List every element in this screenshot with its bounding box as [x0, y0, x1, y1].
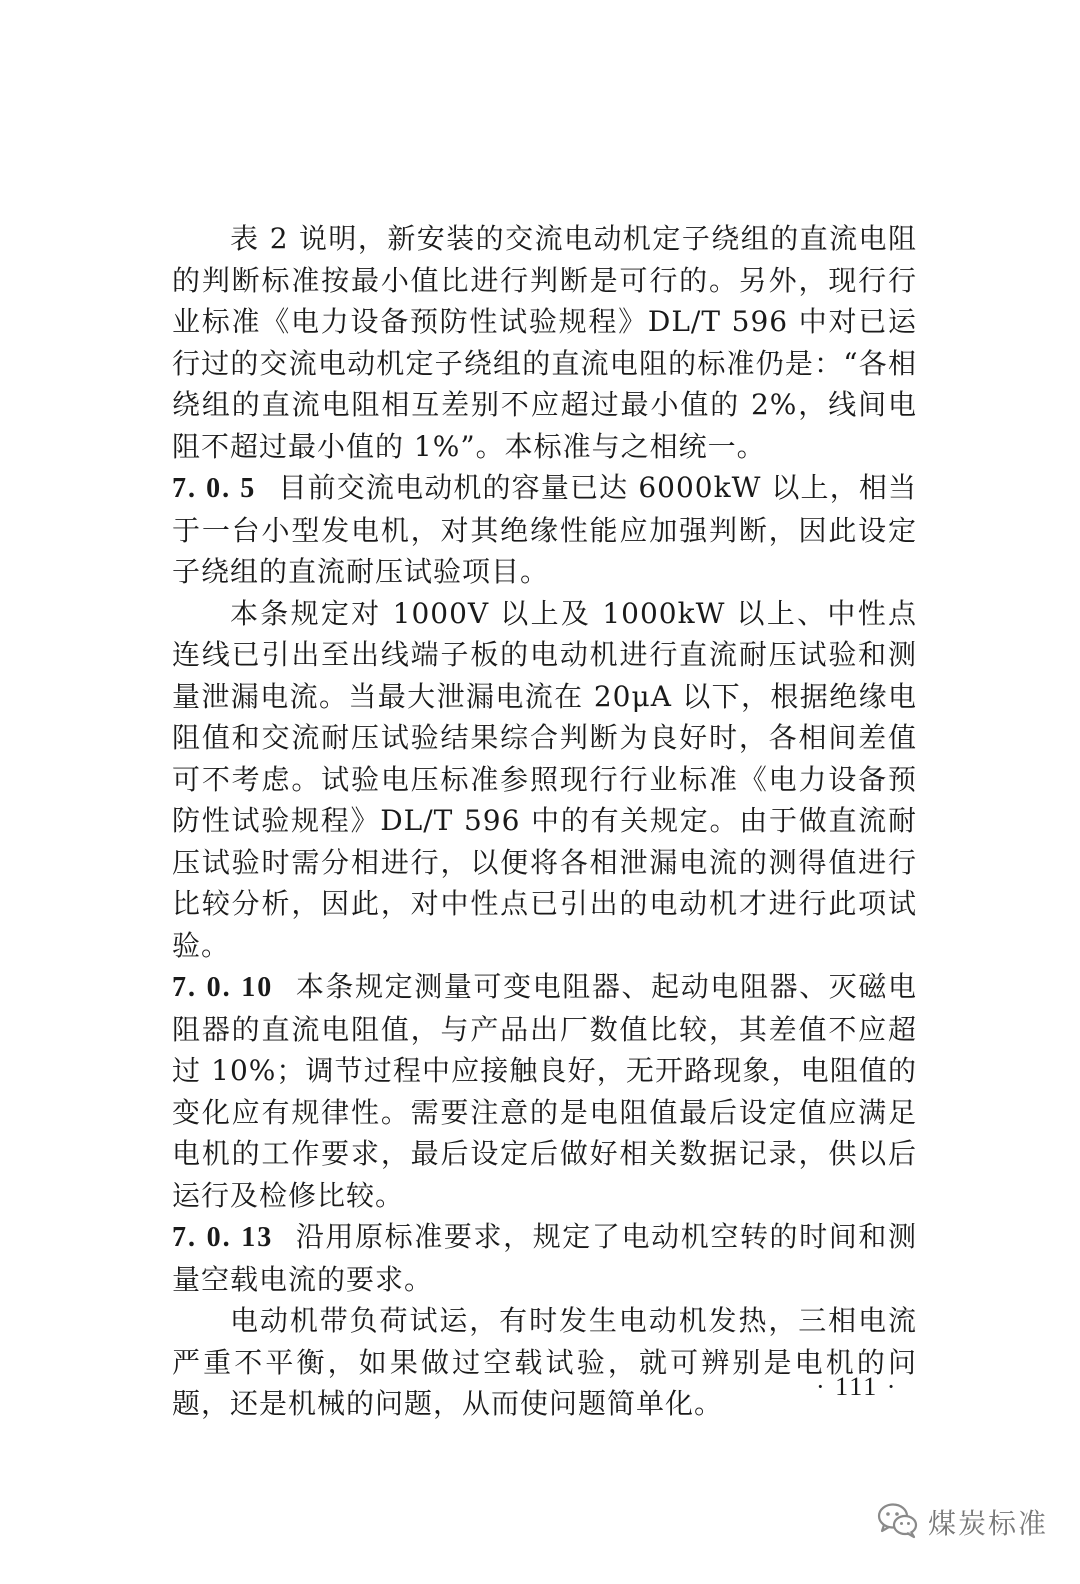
clause-number: 7. 0. 5 [172, 473, 257, 504]
watermark-text: 煤炭标准 [928, 1507, 1049, 1540]
clause-text: 沿用原标准要求，规定了电动机空转的时间和测量空载电流的要求。 [172, 1220, 917, 1296]
paragraph-dc-withstand: 本条规定对 1000V 以上及 1000kW 以上、中性点连线已引出至出线端子板的电动机进行直流耐压试验和测量泄漏电流。当最大泄漏电流在 20μA 以下，根据绝缘电阻值和交流耐压试验结果综合判断为良好时，各相间差值可不考虑。试验电压标准参照现行行业标准《电力设备预防性试验规程》DL/T 596 中的有关规定。由于做直流耐压试验时需分相进行，以便将各相泄漏电流的测得值进行比较分析，因此，对中性点已引出的电动机才进行此项试验。 [172, 596, 917, 962]
paragraph-table2-note: 表 2 说明，新安装的交流电动机定子绕组的直流电阻的判断标准按最小值比进行判断是可行的。另外，现行行业标准《电力设备预防性试验规程》DL/T 596 中对已运行过的交流电动机定子绕组的直流电阻的标准仍是：“各相绕组的直流电阻相互差别不应超过最小值的 2%，线间电阻不超过最小值的 1%”。本标准与之相统一。 [172, 222, 917, 463]
document-body [172, 218, 917, 1425]
clause-text: 本条规定测量可变电阻器、起动电阻器、灭磁电阻器的直流电阻值，与产品出厂数值比较，其差值不应超过 10%；调节过程中应接触良好，无开路现象，电阻值的变化应有规律性。需要注意的是电阻值最后设定值应满足电机的工作要求，最后设定后做好相关数据记录，供以后运行及检修比较。 [172, 970, 917, 1212]
clause-7-0-13 [172, 1216, 917, 1300]
watermark [876, 1500, 1048, 1544]
clause-7-0-10 [172, 966, 917, 1216]
clause-text: 目前交流电动机的容量已达 6000kW 以上，相当于一台小型发电机，对其绝缘性能应加强判断，因此设定子绕组的直流耐压试验项目。 [172, 471, 918, 588]
clause-7-0-5 [172, 467, 917, 593]
clause-number: 7. 0. 10 [172, 972, 274, 1003]
paragraph-load-test: 电动机带负荷试运，有时发生电动机发热，三相电流严重不平衡，如果做过空载试验，就可辨别是电机的问题，还是机械的问题，从而使问题简单化。 [172, 1304, 917, 1420]
page-number: · 111 · [816, 1372, 898, 1401]
wechat-icon [876, 1500, 920, 1544]
clause-number: 7. 0. 13 [172, 1222, 274, 1253]
